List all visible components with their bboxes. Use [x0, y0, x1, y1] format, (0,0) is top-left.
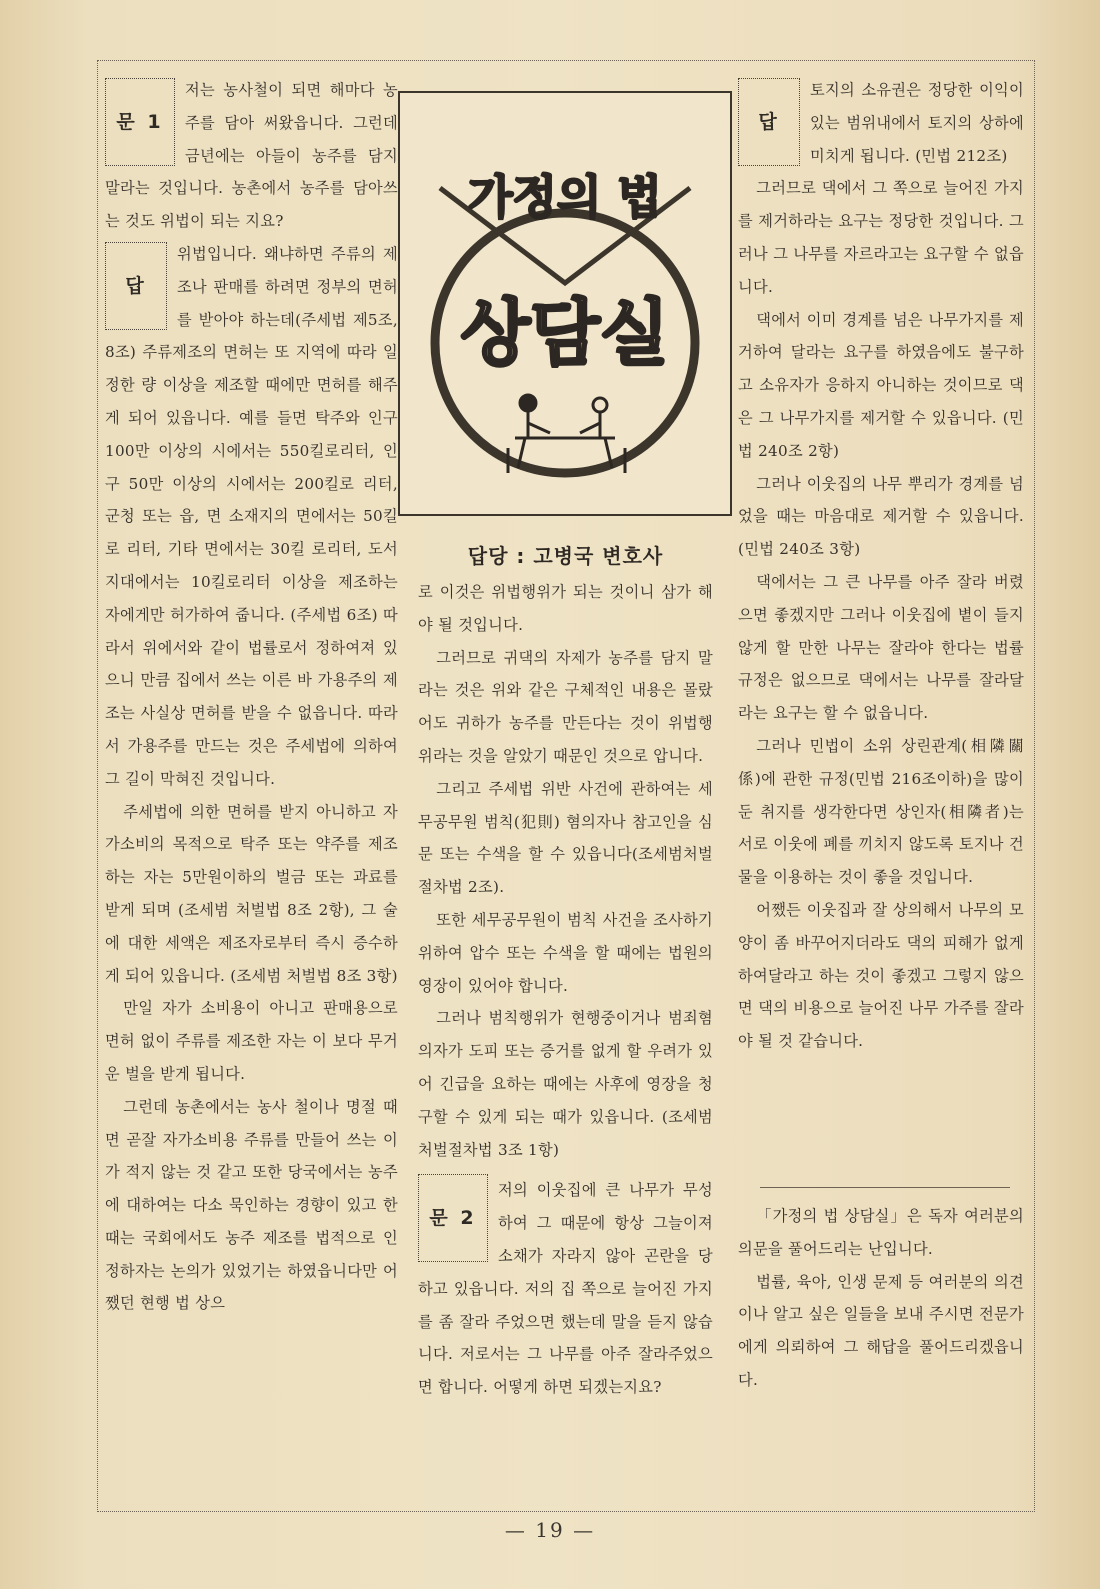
- answer-2-paragraph: 댁에서는 그 큰 나무를 아주 잘라 버렸으면 좋겠지만 그러나 이웃집에 볕이 들지 않게 할 만한 나무는 잘라야 한다는 법률 규정은 없으므로 댁에서는 나무를 잘라달라는 요구는 할 수 없읍니다.: [738, 572, 1024, 723]
- answer-1-paragraph: 그러나 범칙행위가 현행중이거나 범죄혐의자가 도피 또는 증거를 없게 할 우려가 있어 긴급을 요하는 때에는 사후에 영장을 청구할 수 있게 되는 때가 있읍니다. (조세범 처벌절차법 3조 1항): [418, 1009, 713, 1159]
- notice-paragraph: 법률, 육아, 인생 문제 등 여러분의 의견이나 알고 싶은 일들을 보내 주시면 전문가에게 의뢰하여 그 해답을 풀어드리겠읍니다.: [738, 1272, 1024, 1389]
- answer-2-paragraph: 그러나 이웃집의 나무 뿌리가 경계를 넘었을 때는 마음대로 제거할 수 있읍니다. (민법 240조 3항): [738, 474, 1024, 559]
- answer-2-paragraph: 그러므로 댁에서 그 쪽으로 늘어진 가지를 제거하라는 요구는 정당한 것입니다. 그러나 그 나무를 자르라고는 요구할 수 없읍니다.: [738, 179, 1024, 296]
- column-left: [105, 74, 398, 1320]
- answer-1-label: 답: [105, 242, 167, 330]
- reader-notice: [738, 1200, 1024, 1397]
- answer-1-paragraph: 만일 자가 소비용이 아니고 판매용으로 면허 없이 주류를 제조한 자는 이 보다 무거운 벌을 받게 됩니다.: [105, 999, 398, 1083]
- answer-2-paragraph: 토지의 소유권은 정당한 이익이 있는 범위내에서 토지의 상하에 미치게 됩니다. (민법 212조): [810, 81, 1024, 165]
- logo-title-main: 상담실: [460, 291, 670, 375]
- answer-1-paragraph: 주세법에 의한 면허를 받지 아니하고 자가소비의 목적으로 탁주 또는 약주를 제조하는 자는 5만원이하의 벌금 또는 과료를 받게 되며 (조세범 처벌법 8조 2항), 그 술에 대한 세액은 제조자로부터 즉시 증수하게 되어 있읍니다. (조세범 처벌법 8조 3항): [105, 802, 398, 985]
- answer-2-paragraph: 어쨌든 이웃집과 잘 상의해서 나무의 모양이 좀 바꾸어지더라도 댁의 피해가 없게 하여달라고 하는 것이 좋겠고 그렇지 않으면 댁의 비용으로 늘어진 나무 가주를 잘라야 될 것 같습니다.: [738, 900, 1024, 1051]
- answer-1-paragraph: 그런데 농촌에서는 농사 철이나 명절 때면 곧잘 자가소비용 주류를 만들어 쓰는 이가 적지 않는 것 같고 또한 당국에서는 농주에 대하여는 다소 묵인하는 경향이 있고 한 때는 국회에서도 농주 제조를 법적으로 인정하자는 논의가 있었기는 하였읍니다만 어쨌던 현행 법 상으: [105, 1097, 398, 1313]
- answer-2-paragraph: 댁에서 이미 경계를 넘은 나무가지를 제거하여 달라는 요구를 하였음에도 불구하고 소유자가 응하지 아니하는 것이므로 댁은 그 나무가지를 제거할 수 있읍니다. (민법 240조 2항): [738, 310, 1024, 460]
- question-2-label: 문 2: [418, 1174, 488, 1262]
- answer-1-paragraph: 그러므로 귀댁의 자제가 농주를 담지 말라는 것은 위와 같은 구체적인 내용은 몰랐어도 귀하가 농주를 만든다는 것이 위법행위라는 것을 알았기 때문인 것으로 압니다.: [418, 648, 713, 765]
- question-1-label: 문 1: [105, 78, 175, 166]
- answer-2-label: 답: [738, 78, 800, 166]
- page-number: — 19 —: [504, 1518, 596, 1542]
- answer-2-paragraph: 그러나 민법이 소위 상린관계(相隣關係)에 관한 규정(민법 216조이하)을 많이 둔 취지를 생각한다면 상인자(相隣者)는 서로 이웃에 폐를 끼치지 않도록 토지나 건물을 이용하는 것이 좋을 것입니다.: [738, 736, 1024, 887]
- logo-title-top: 가정의 법: [468, 170, 662, 224]
- column-middle: [418, 576, 713, 1404]
- question-2-text: 저의 이웃집에 큰 나무가 무성하여 그 때문에 항상 그늘이져 소채가 자라지 않아 곤란을 당하고 있읍니다. 저의 집 쪽으로 늘어진 가지를 좀 잘라 주었으면 했는데 말을 듣지 않습니다. 저로서는 그 나무를 아주 잘라주었으면 합니다. 어떻게 하면 되겠는지요?: [418, 1181, 713, 1397]
- logo-artwork: [400, 93, 730, 514]
- notice-paragraph: 「가정의 법 상담실」은 독자 여러분의 의문을 풀어드리는 난입니다.: [738, 1207, 1024, 1258]
- question-1-text: 저는 농사철이 되면 해마다 농주를 담아 써왔읍니다. 그런데 금년에는 아들이 농주를 담지 말라는 것입니다. 농촌에서 농주를 담아쓰는 것도 위법이 되는 지요?: [105, 81, 398, 231]
- answer-1-paragraph: 또한 세무공무원이 범칙 사건을 조사하기 위하여 압수 또는 수색을 할 때에는 법원의 영장이 있어야 합니다.: [418, 910, 713, 995]
- answer-1-paragraph: 로 이것은 위법행위가 되는 것이니 삼가 해야 될 것입니다.: [418, 583, 713, 634]
- column-right: [738, 74, 1024, 1058]
- column-logo: [398, 91, 732, 516]
- section-divider: [760, 1187, 1010, 1188]
- answerer-credit: 답당 : 고병국 변호사: [467, 544, 664, 568]
- answer-1-paragraph: 그리고 주세법 위반 사건에 관하여는 세무공무원 범칙(犯則) 혐의자나 참고인을 심문 또는 수색을 할 수 있읍니다(조세범처벌 절차법 2조).: [418, 779, 713, 897]
- answer-1-paragraph: 위법입니다. 왜냐하면 주류의 제조나 판매를 하려면 정부의 면허를 받아야 하는데(주세법 제5조, 8조) 주류제조의 면허는 또 지역에 따라 일정한 량 이상을 제조할 때에만 면허를 해주게 되어 있읍니다. 예를 들면 탁주와 인구 100만 이상의 시에서는 550킬로리터, 인구 50만 이상의 시에서는 200킬로 리터, 군청 또는 읍, 면 소재지의 면에서는 50킬로 리터, 기타 면에서는 30킬 로리터, 도서지대에서는 10킬로리터 이상을 제조하는 자에게만 허가하여 줍니다. (주세법 6조) 따라서 위에서와 같이 법률로서 정하여져 있으니 만큼 집에서 쓰는 이른 바 가용주의 제조는 사실상 면허를 받을 수 없읍니다. 따라서 가용주를 만드는 것은 주세법에 의하여 그 길이 막혀진 것입니다.: [105, 244, 398, 788]
